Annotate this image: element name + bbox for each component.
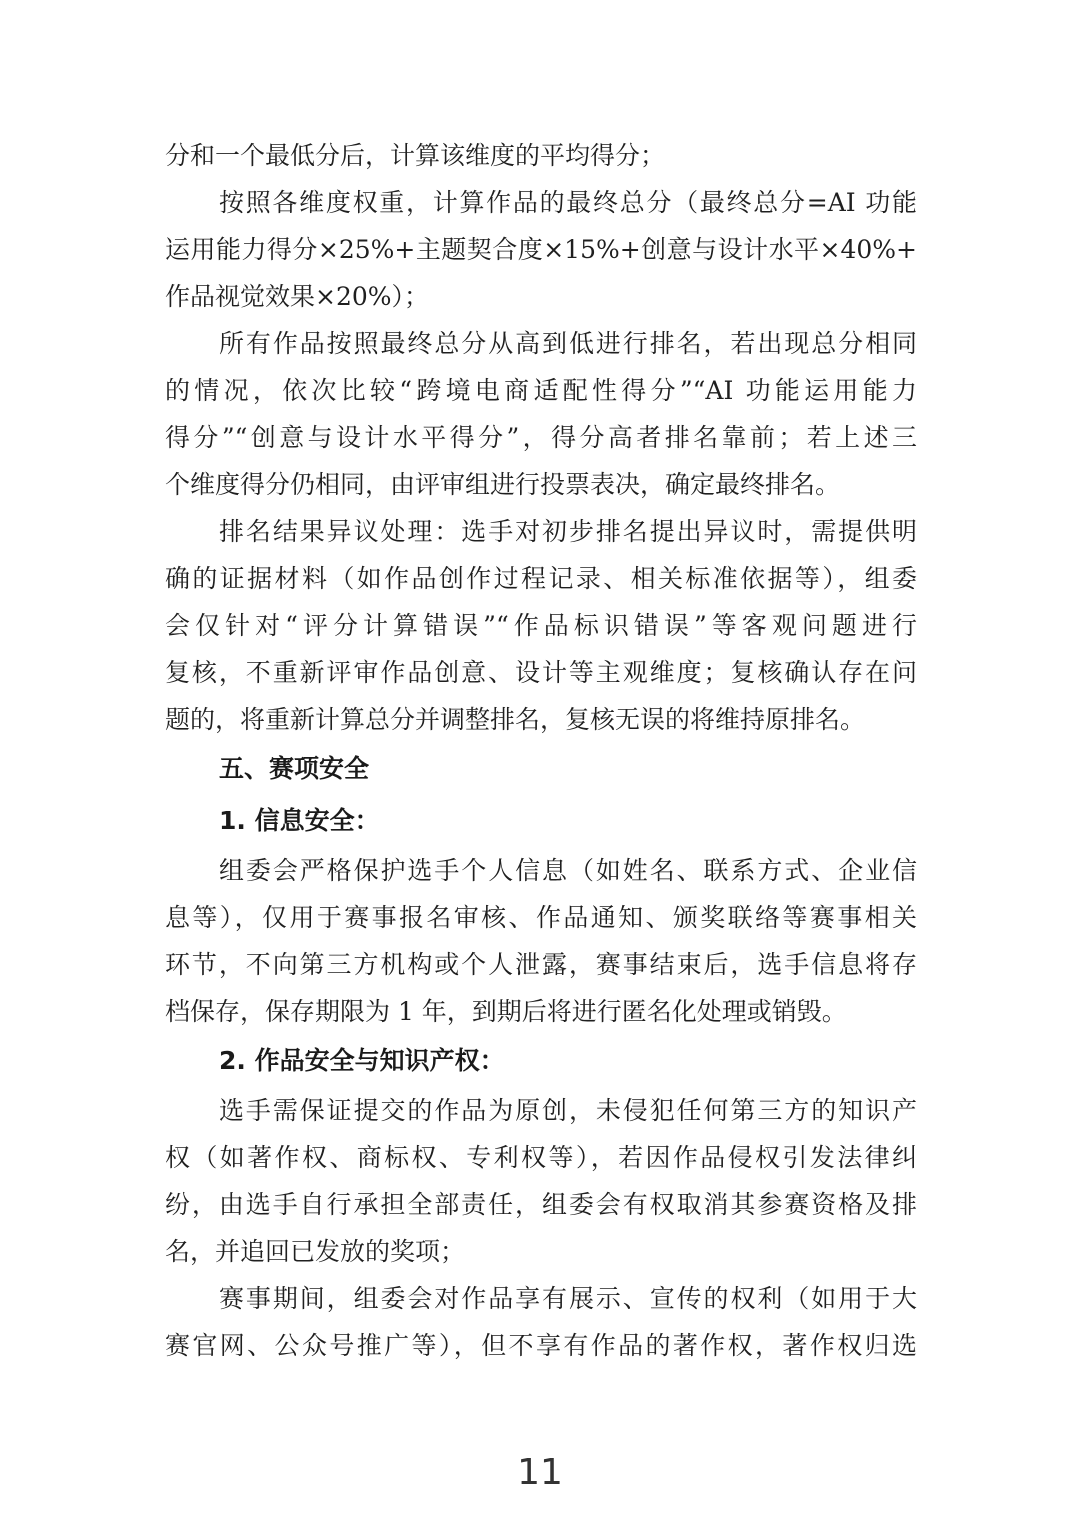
text-line: 息等），仅用于赛事报名审核、作品通知、颁奖联络等赛事相关 [165,903,917,932]
text-line: 会仅针对“评分计算错误”“作品标识错误”等客观问题进行 [165,611,917,640]
text-line: 题的，将重新计算总分并调整排名，复核无误的将维持原排名。 [165,705,866,734]
text-line: 个维度得分仍相同，由评审组进行投票表决，确定最终排名。 [165,470,841,499]
text-line: 赛官网、公众号推广等），但不享有作品的著作权，著作权归选 [165,1331,917,1360]
text-line: 档保存，保存期限为 1 年，到期后将进行匿名化处理或销毁。 [165,997,847,1026]
paragraph [165,508,917,743]
text-line: 选手需保证提交的作品为原创，未侵犯任何第三方的知识产 [219,1096,917,1125]
text-line: 环节，不向第三方机构或个人泄露，赛事结束后，选手信息将存 [165,950,917,979]
paragraph [165,1275,917,1369]
section-heading: 五、赛项安全 [219,754,370,783]
text-line: 确的证据材料（如作品创作过程记录、相关标准依据等），组委 [165,564,917,593]
text-line: 所有作品按照最终总分从高到低进行排名，若出现总分相同 [219,329,917,358]
text-line: 得分”“创意与设计水平得分”，得分高者排名靠前；若上述三 [165,423,917,452]
text-line: 作品视觉效果×20%）； [165,282,430,311]
paragraph [165,320,917,508]
page-body [165,132,917,1369]
text-line: 赛事期间，组委会对作品享有展示、宣传的权利（如用于大 [219,1284,917,1313]
text-line: 分和一个最低分后，计算该维度的平均得分； [165,141,666,170]
text-line: 权（如著作权、商标权、专利权等），若因作品侵权引发法律纠 [165,1143,917,1172]
text-line: 的情况，依次比较“跨境电商适配性得分”“AI 功能运用能力 [165,376,917,405]
text-line: 组委会严格保护选手个人信息（如姓名、联系方式、企业信 [219,856,917,885]
text-line: 纷，由选手自行承担全部责任，组委会有权取消其参赛资格及排 [165,1190,917,1219]
text-line: 名，并追回已发放的奖项； [165,1237,466,1266]
text-line: 按照各维度权重，计算作品的最终总分（最终总分=AI 功能 [219,188,917,217]
section-heading: 2. 作品安全与知识产权： [219,1046,505,1075]
paragraph [165,1087,917,1275]
paragraph [165,847,917,1035]
text-line: 复核，不重新评审作品创意、设计等主观维度；复核确认存在问 [165,658,917,687]
paragraph [165,132,917,179]
section-heading: 1. 信息安全： [219,806,380,835]
text-line: 排名结果异议处理：选手对初步排名提出异议时，需提供明 [219,517,917,546]
text-line: 运用能力得分×25%+主题契合度×15%+创意与设计水平×40%+ [165,235,917,264]
page-number: 11 [517,1452,563,1493]
paragraph [165,179,917,320]
